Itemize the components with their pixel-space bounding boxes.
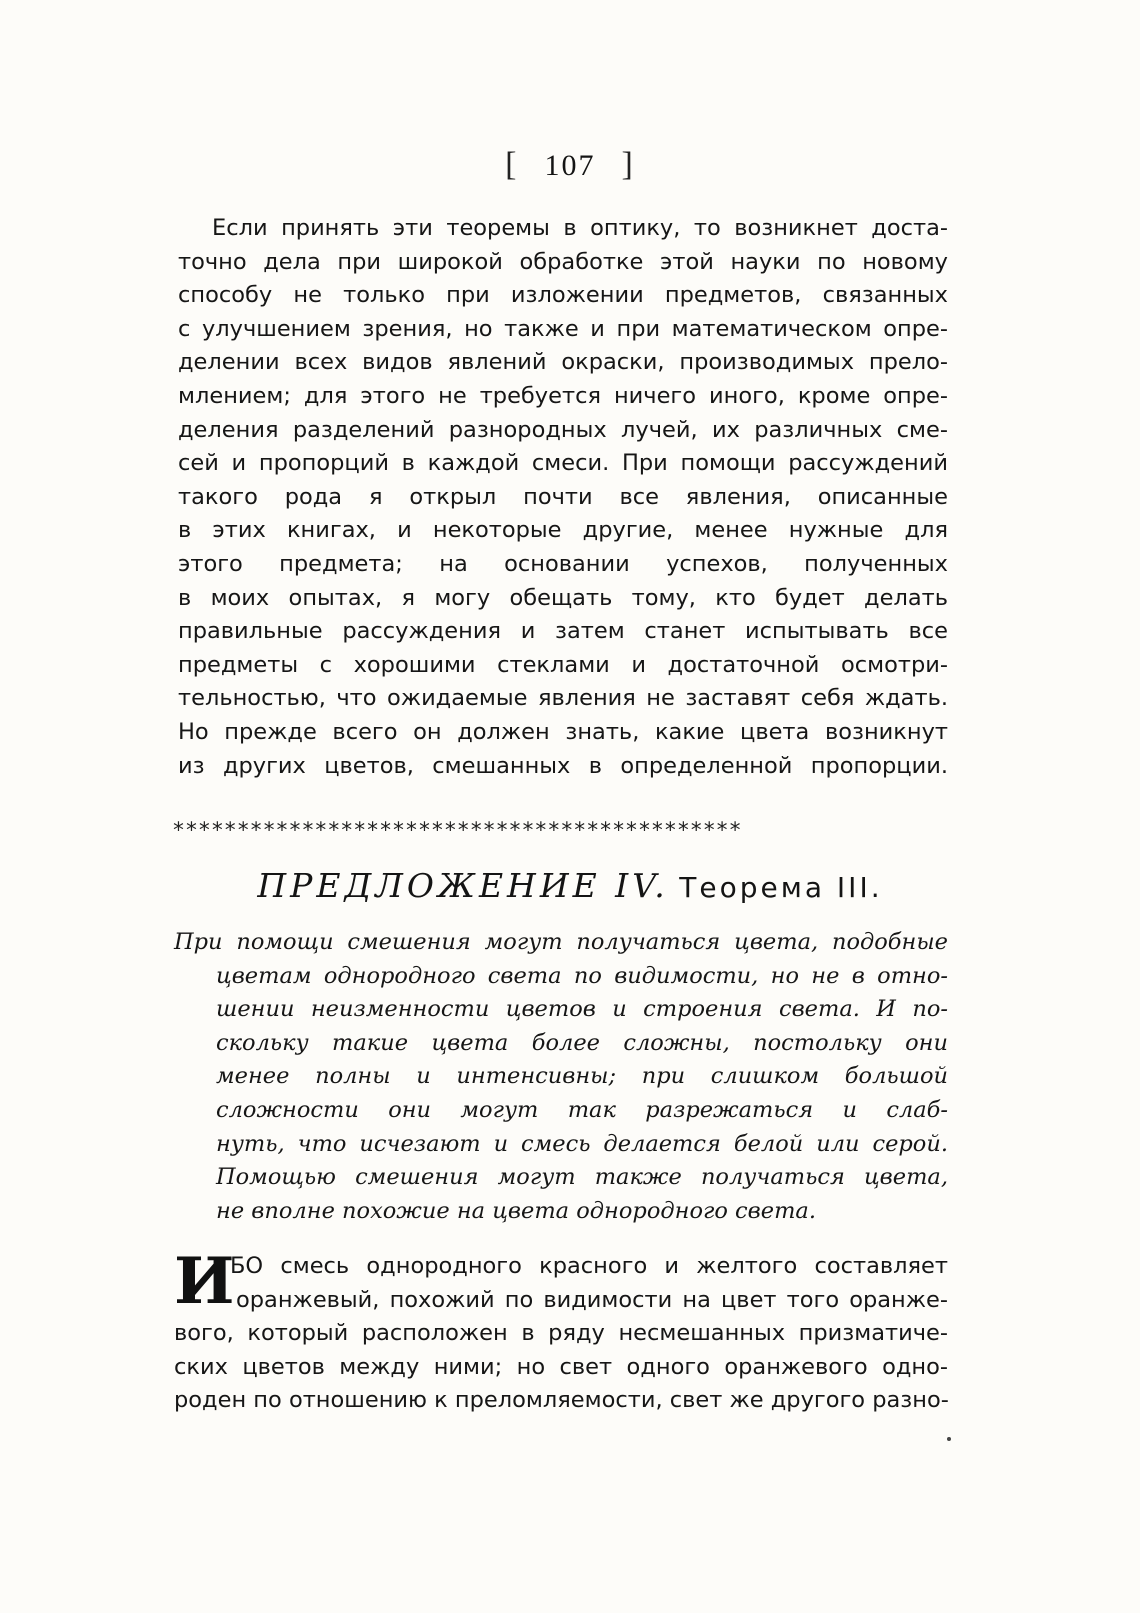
paragraph-line: с улучшением зрения, но также и при математическом опре-	[178, 315, 948, 342]
paragraph-line: млением; для этого не требуется ничего иного, кроме опре-	[178, 382, 948, 409]
paragraph-line: правильные рассуждения и затем станет испытывать все	[178, 618, 948, 645]
paragraph-line: делении всех видов явлений окраски, производимых прело-	[178, 349, 948, 376]
theorem-line: не вполне похожие на цвета однородного света.	[216, 1197, 816, 1224]
proposition-heading	[0, 866, 1140, 905]
paragraph-line: оранжевый, похожий по видимости на цвет того оранже-	[236, 1286, 948, 1313]
page-number	[0, 146, 1140, 184]
paragraph-line: тельностью, что ожидаемые явления не заставят себя ждать.	[178, 685, 948, 712]
theorem-line: При помощи смешения могут получаться цвета, подобные	[174, 929, 948, 955]
theorem-line: сложности они могут так разрежаться и слаб-	[216, 1096, 948, 1123]
theorem-line: Помощью смешения могут также получаться цвета,	[216, 1164, 948, 1191]
paragraph-line: в этих книгах, и некоторые другие, менее нужные для	[178, 517, 948, 544]
theorem-line: шении неизменности цветов и строения света. И по-	[216, 996, 948, 1023]
paragraph-line: ских цветов между ними; но свет одного оранжевого одно-	[174, 1353, 948, 1380]
theorem-statement	[174, 926, 948, 1228]
paragraph-line: БО смесь однородного красного и желтого составляет	[230, 1253, 948, 1279]
paragraph-line: предметы с хорошими стеклами и достаточной осмотри-	[178, 651, 948, 678]
theorem-line: скольку такие цвета более сложны, постольку они	[216, 1029, 948, 1056]
left-bracket: [	[505, 146, 519, 183]
theorem-line: цветам однородного света по видимости, но не в отно-	[216, 962, 948, 989]
proposition-title: ПРЕДЛОЖЕНИЕ IV.	[257, 866, 669, 905]
theorem-line: менее полны и интенсивны; при слишком большой	[216, 1063, 948, 1090]
paragraph-line: вого, который расположен в ряду несмешанных призматиче-	[174, 1320, 948, 1347]
paragraph-line: Но прежде всего он должен знать, какие цвета возникнут	[178, 718, 948, 745]
paragraph-line: Если принять эти теоремы в оптику, то возникнет доста-	[212, 215, 948, 241]
theorem-title: Теорема III.	[679, 871, 883, 904]
page-number-value: 107	[544, 149, 596, 182]
right-bracket: ]	[621, 146, 635, 183]
theorem-line: нуть, что исчезают и смесь делается белой или серой.	[216, 1130, 948, 1157]
paragraph-line: из других цветов, смешанных в определенной пропорции.	[178, 752, 948, 779]
scan-speck	[947, 1437, 951, 1441]
paragraph-line: роден по отношению к преломляемости, свет же другого разно-	[174, 1387, 949, 1414]
paragraph-1	[178, 212, 948, 783]
paragraph-line: деления разделений разнородных лучей, их различных сме-	[178, 416, 948, 443]
paragraph-2	[174, 1244, 949, 1418]
paragraph-line: способу не только при изложении предметов, связанных	[178, 282, 948, 309]
asterisk-separator: ********************************************	[172, 818, 742, 843]
paragraph-line: сей и пропорций в каждой смеси. При помощи рассуждений	[178, 450, 948, 477]
drop-cap: И	[174, 1244, 235, 1319]
paragraph-line: этого предмета; на основании успехов, полученных	[178, 550, 948, 577]
paragraph-line: в моих опытах, я могу обещать тому, кто будет делать	[178, 584, 948, 611]
paragraph-line: такого рода я открыл почти все явления, описанные	[178, 483, 948, 510]
paragraph-line: точно дела при широкой обработке этой науки по новому	[178, 248, 948, 275]
